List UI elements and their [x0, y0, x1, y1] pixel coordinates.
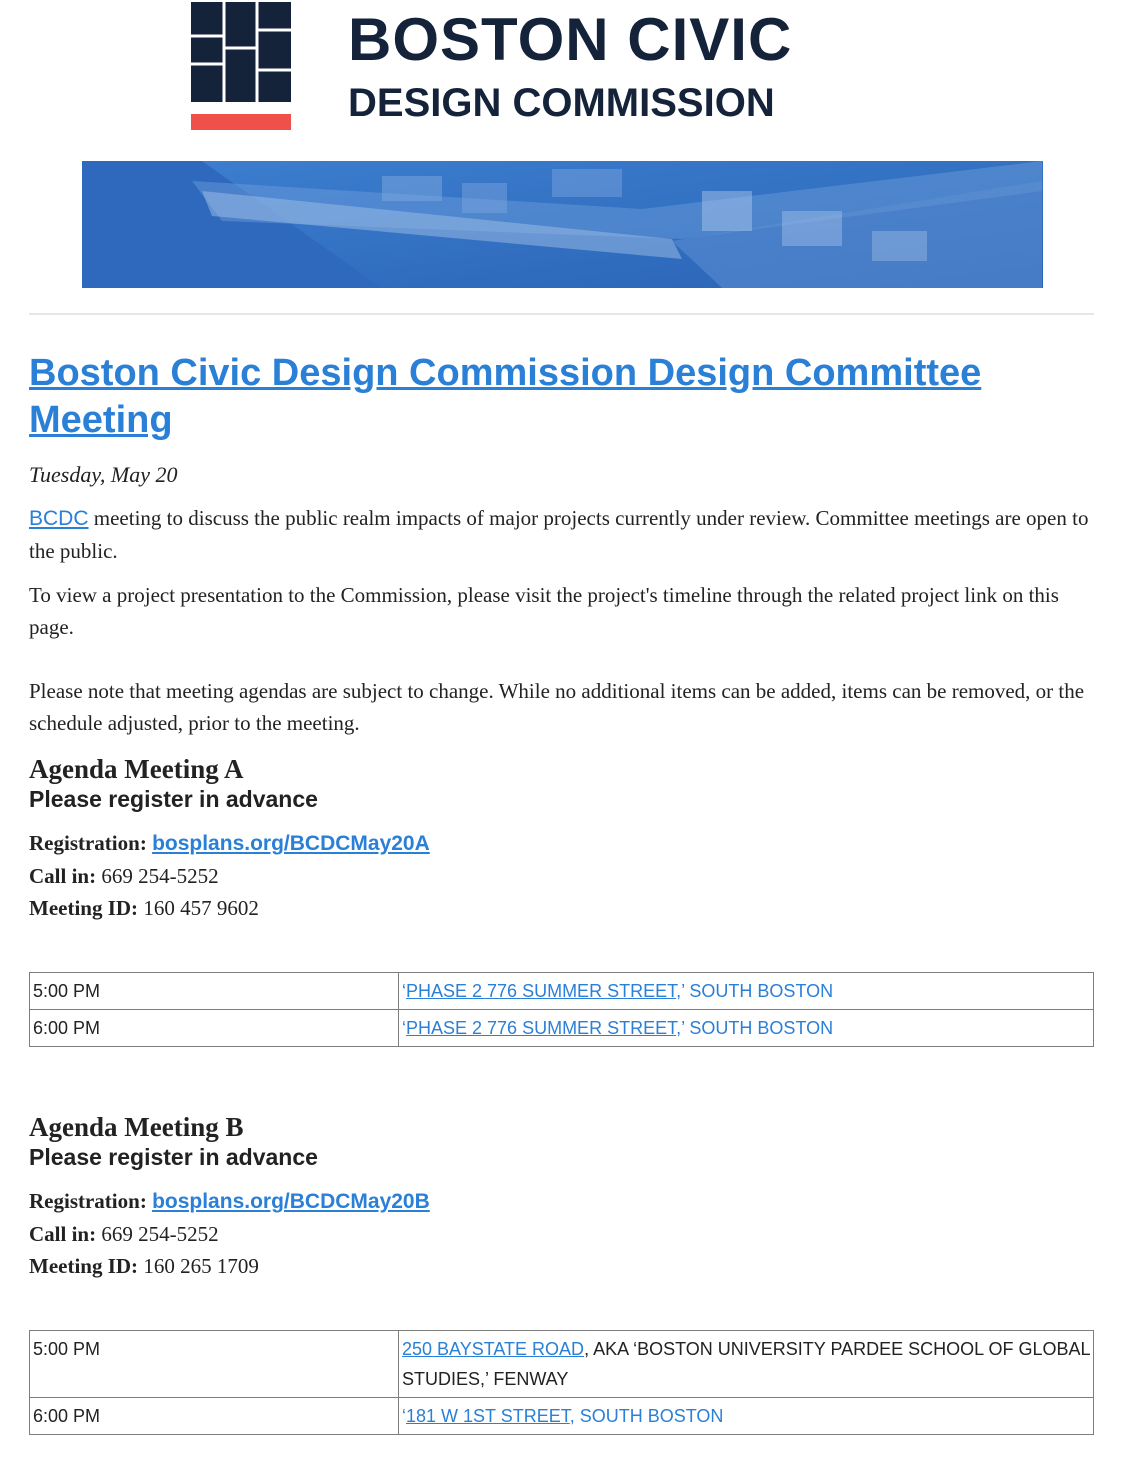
project-link[interactable]: 250 BAYSTATE ROAD: [402, 1339, 585, 1359]
logo-subtitle: DESIGN COMMISSION: [348, 81, 775, 125]
time-cell: 5:00 PM: [30, 973, 399, 1010]
meeting-id-label: Meeting ID:: [29, 896, 139, 920]
project-cell: ‘181 W 1ST STREET, SOUTH BOSTON: [399, 1398, 1094, 1435]
table-row: [30, 1010, 1094, 1047]
table-row: [30, 1331, 1094, 1398]
logo-title: BOSTON CIVIC: [348, 6, 793, 73]
registration-label: Registration:: [29, 1189, 147, 1213]
agenda-note: Please note that meeting agendas are subject to change. While no additional items can be added, items can be removed, or the schedule adjusted, prior to the meeting.: [29, 679, 1085, 735]
bcdc-logo-icon: [191, 2, 291, 130]
call-in-number: 669 254-5252: [96, 1222, 219, 1246]
intro-paragraph: [29, 502, 1094, 567]
project-link[interactable]: PHASE 2 776 SUMMER STREET: [406, 981, 677, 1001]
time-cell: 6:00 PM: [30, 1398, 399, 1435]
table-row: [30, 973, 1094, 1010]
agenda-table-a: [29, 972, 1094, 1047]
bcdc-link[interactable]: BCDC: [29, 507, 89, 530]
project-link[interactable]: 181 W 1ST STREET: [406, 1406, 570, 1426]
meeting-a-title: Agenda Meeting A: [29, 754, 244, 784]
meeting-id-label: Meeting ID:: [29, 1254, 139, 1278]
project-cell: ‘PHASE 2 776 SUMMER STREET,’ SOUTH BOSTON: [399, 973, 1094, 1010]
meeting-a: [29, 753, 1094, 1047]
meeting-id-value: 160 457 9602: [138, 896, 259, 920]
meeting-a-info: [29, 827, 1094, 924]
registration-link-b[interactable]: bosplans.org/BCDCMay20B: [152, 1190, 430, 1213]
agenda-table-b: [29, 1330, 1094, 1435]
meeting-b-title: Agenda Meeting B: [29, 1112, 244, 1142]
divider: [29, 313, 1094, 315]
meeting-id-line: [29, 892, 1094, 924]
presentation-note: To view a project presentation to the Commission, please visit the project's timeline through the related project link on this page.: [29, 583, 1059, 639]
time-cell: 5:00 PM: [30, 1331, 399, 1398]
call-in-line: [29, 860, 1094, 892]
meeting-b-info: [29, 1185, 1094, 1282]
call-in-line: [29, 1218, 1094, 1250]
meeting-a-subtitle: Please register in advance: [29, 786, 318, 812]
call-in-label: Call in:: [29, 1222, 97, 1246]
registration-link-a[interactable]: bosplans.org/BCDCMay20A: [152, 832, 430, 855]
call-in-number: 669 254-5252: [96, 864, 219, 888]
intro-text: meeting to discuss the public realm impacts of major projects currently under review. Committee meetings are open to the public.: [29, 506, 1089, 563]
header: [0, 0, 1123, 140]
registration-line: [29, 827, 1094, 860]
main-content: [29, 350, 1094, 1435]
registration-label: Registration:: [29, 831, 147, 855]
page-title[interactable]: Boston Civic Design Commission Design Committee Meeting: [29, 352, 982, 441]
meeting-b: [29, 1111, 1094, 1435]
meeting-id-line: [29, 1250, 1094, 1282]
meeting-b-subtitle: Please register in advance: [29, 1144, 318, 1170]
table-row: [30, 1398, 1094, 1435]
call-in-label: Call in:: [29, 864, 97, 888]
project-link[interactable]: PHASE 2 776 SUMMER STREET: [406, 1018, 677, 1038]
project-cell: ‘PHASE 2 776 SUMMER STREET,’ SOUTH BOSTON: [399, 1010, 1094, 1047]
project-cell: 250 BAYSTATE ROAD, AKA ‘BOSTON UNIVERSITY PARDEE SCHOOL OF GLOBAL STUDIES,’ FENWAY: [399, 1331, 1094, 1398]
time-cell: 6:00 PM: [30, 1010, 399, 1047]
registration-line: [29, 1185, 1094, 1218]
meeting-id-value: 160 265 1709: [138, 1254, 259, 1278]
meeting-date: Tuesday, May 20: [29, 462, 178, 487]
banner-image: [82, 161, 1043, 288]
